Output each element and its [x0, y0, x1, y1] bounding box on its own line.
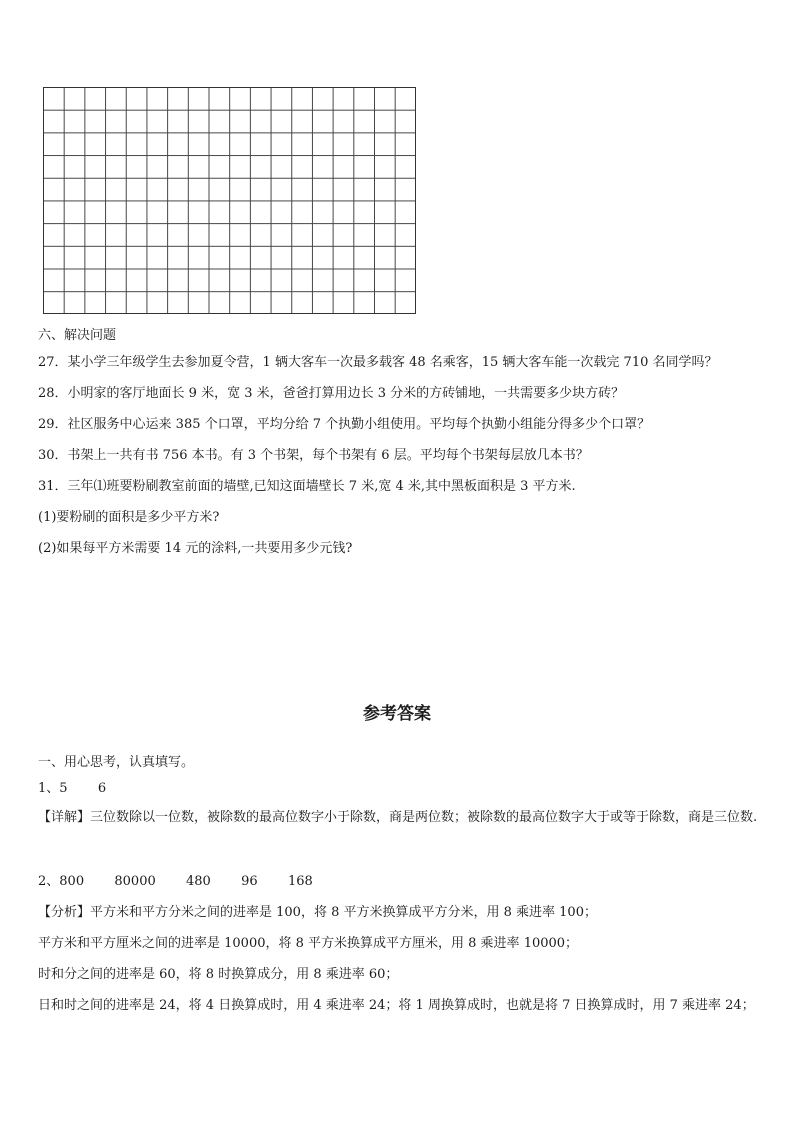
answer-grid	[43, 87, 416, 314]
answer-2-value: 168	[287, 874, 313, 889]
answers-title: 参考答案	[363, 704, 431, 724]
answer-2-analysis: 【分析】平方米和平方分米之间的进率是 100，将 8 平方米换算成平方分米，用 8 乘进率 100；	[38, 905, 597, 920]
answer-1	[38, 780, 106, 798]
problem-27: 27．某小学三年级学生去参加夏令营，1 辆大客车一次最多载客 48 名乘客，15 辆大客车能一次载完 710 名同学吗？	[38, 355, 718, 370]
problem-29: 29．社区服务中心运来 385 个口罩，平均分给 7 个执勤小组使用。平均每个执勤小组能分得多少个口罩？	[38, 417, 651, 432]
problem-31: 31．三年⑴班要粉刷教室前面的墙壁,已知这面墙壁长 7 米,宽 4 米,其中黑板面积是 3 平方米.	[38, 479, 576, 494]
answer-2-label: 2、800	[38, 874, 85, 889]
problem-31-part-2: (2)如果每平方米需要 14 元的涂料,一共要用多少元钱?	[38, 541, 353, 556]
answer-1-label: 1、5	[38, 781, 68, 796]
answer-2	[38, 873, 313, 891]
problem-30: 30．书架上一共有书 756 本书。有 3 个书架，每个书架有 6 层。平均每个书架每层放几本书？	[38, 448, 589, 463]
answer-2-line: 平方米和平方厘米之间的进率是 10000，将 8 平方米换算成平方厘米，用 8 乘进率 10000；	[38, 936, 579, 951]
problem-31-part-1: (1)要粉刷的面积是多少平方米?	[38, 510, 220, 525]
answer-2-value: 80000	[114, 874, 156, 889]
answer-2-line: 时和分之间的进率是 60，将 8 时换算成分，用 8 乘进率 60；	[38, 967, 399, 982]
problem-28: 28．小明家的客厅地面长 9 米，宽 3 米，爸爸打算用边长 3 分米的方砖铺地，一共需要多少块方砖？	[38, 386, 625, 401]
answer-2-line: 日和时之间的进率是 24，将 4 日换算成时，用 4 乘进率 24；将 1 周换算成时，也就是将 7 日换算成时，用 7 乘进率 24；	[38, 998, 755, 1013]
answer-1-value: 6	[97, 781, 107, 796]
answer-2-value: 480	[186, 874, 211, 889]
section-title: 六、解决问题	[38, 328, 117, 343]
answer-2-value: 96	[241, 874, 258, 889]
answers-section1-title: 一、用心思考，认真填写。	[38, 755, 195, 770]
answer-1-detail: 【详解】三位数除以一位数，被除数的最高位数字小于除数，商是两位数；被除数的最高位数字大于或等于除数，商是三位数.	[38, 810, 758, 825]
